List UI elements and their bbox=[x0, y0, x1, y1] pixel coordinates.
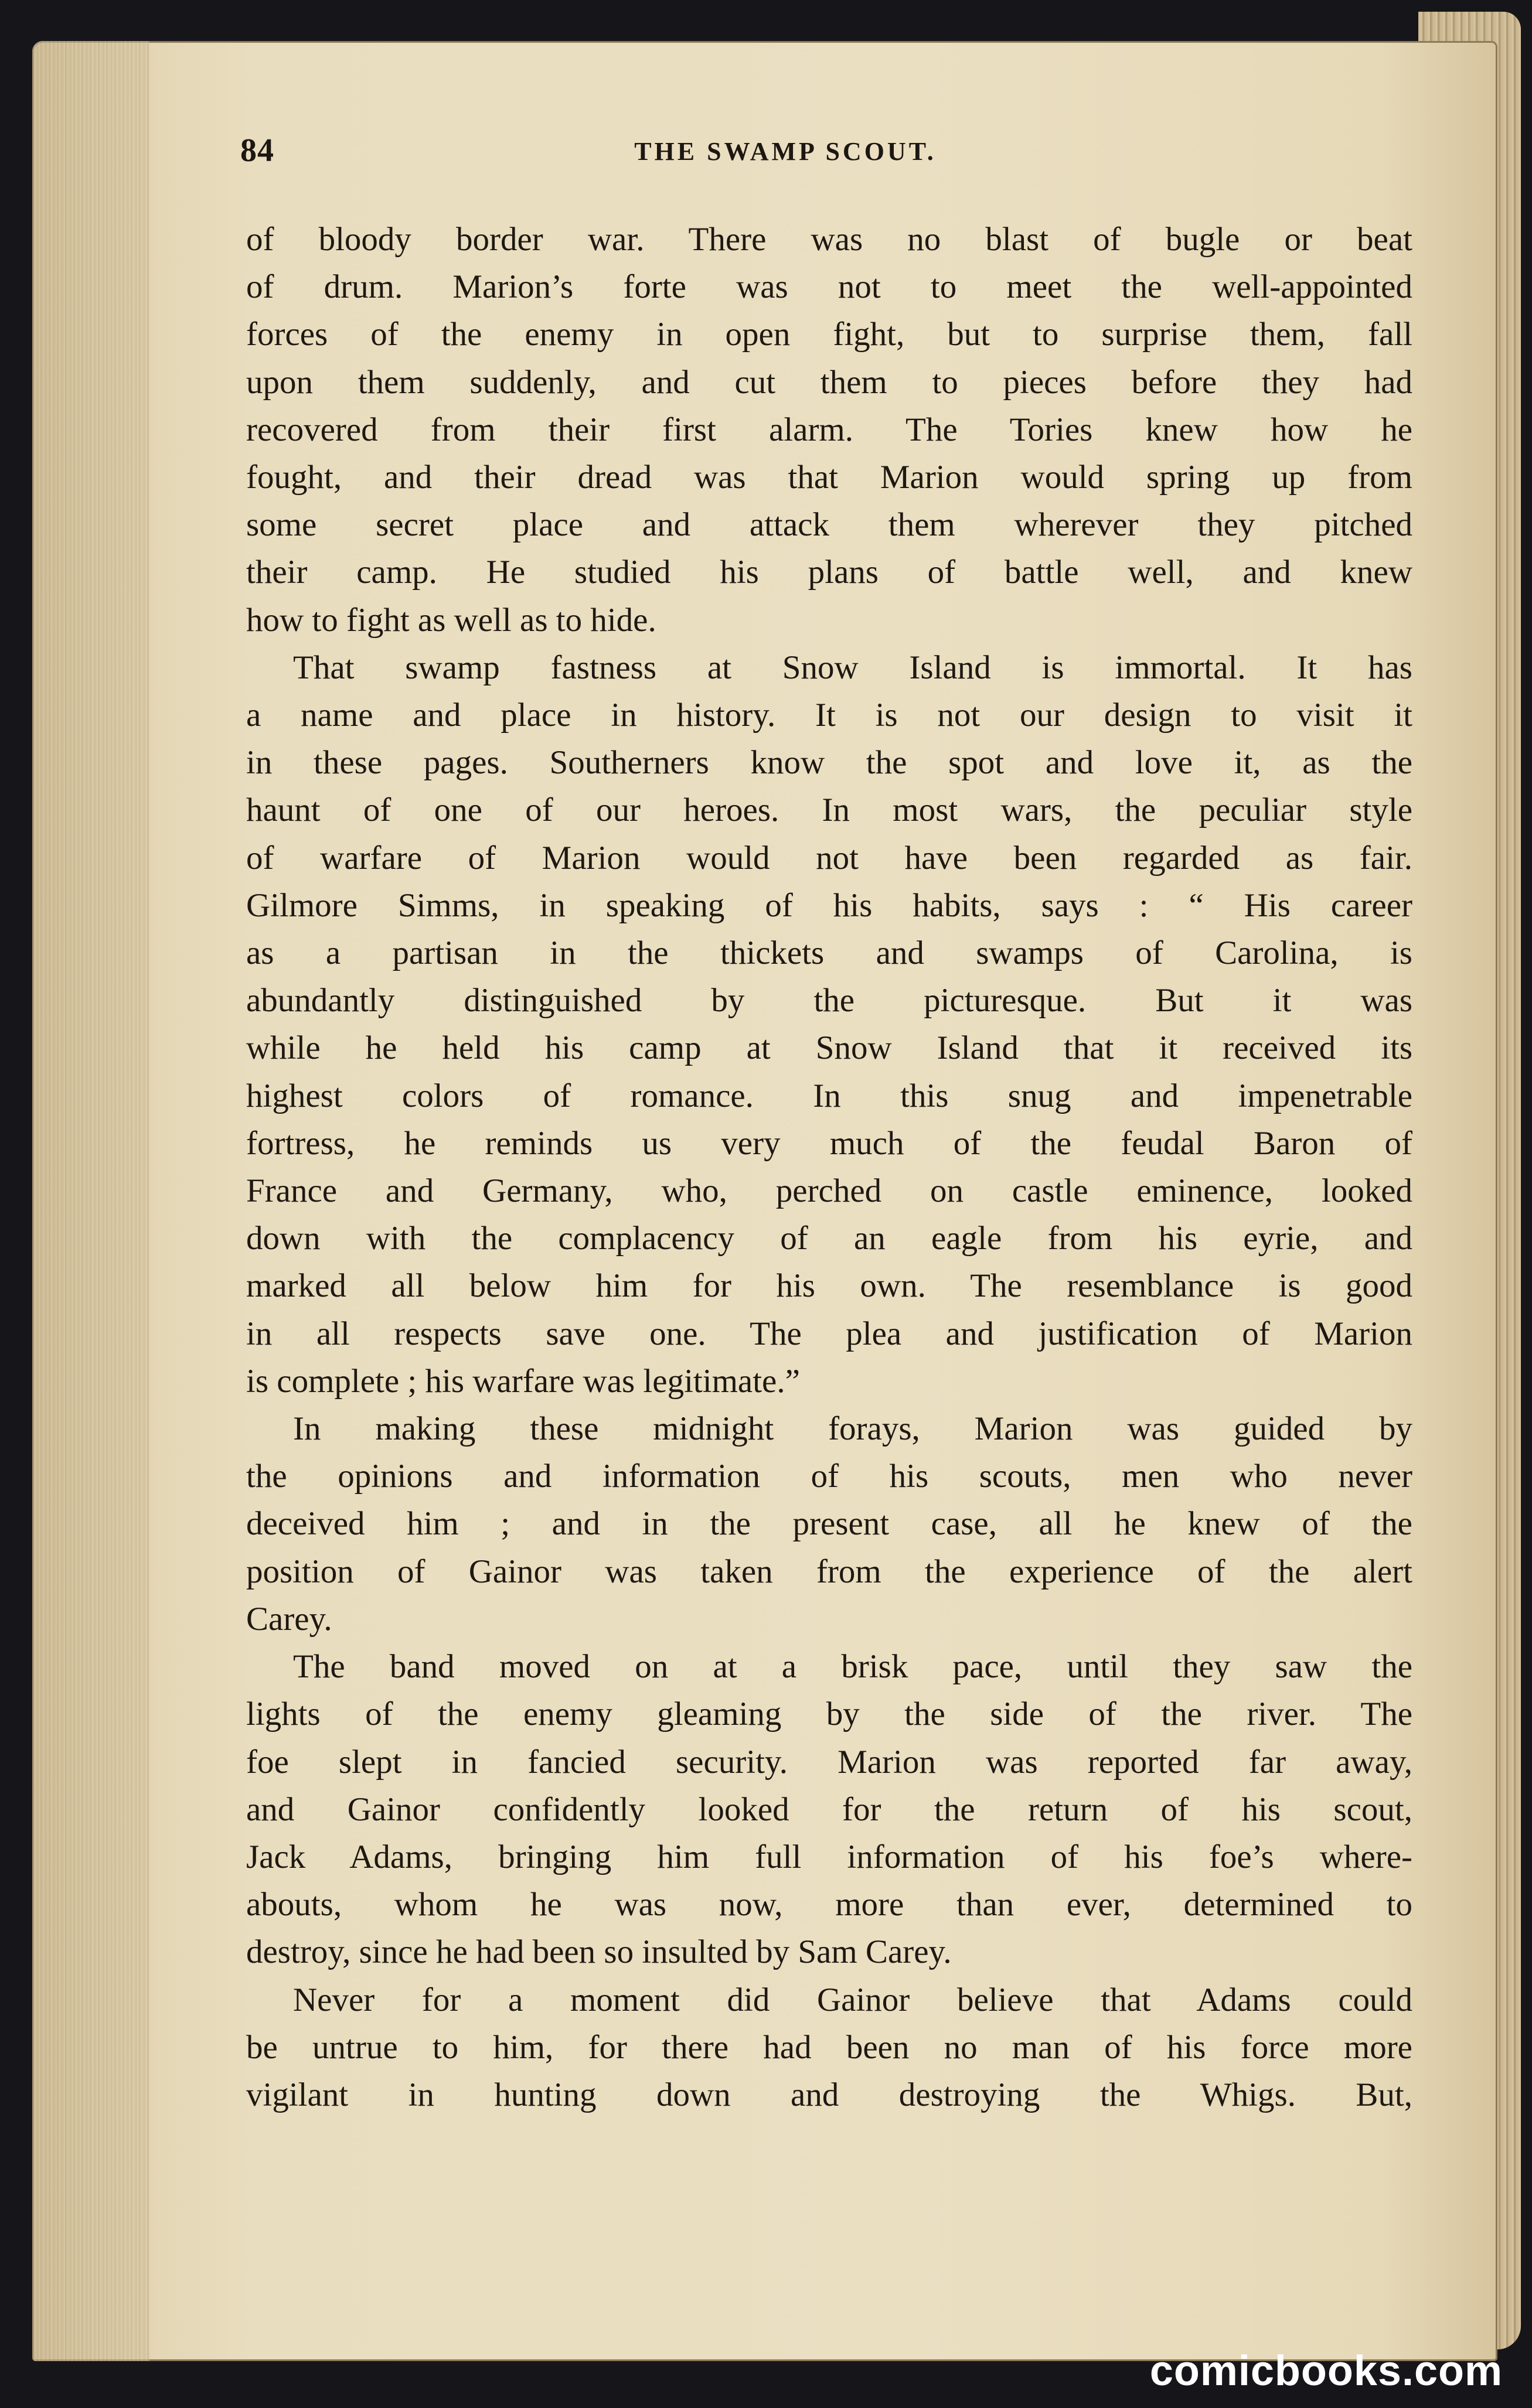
text-line: In making these midnight forays, Marion was guided by bbox=[293, 1410, 1412, 1448]
text-line: some secret place and attack them wherever they pitched bbox=[246, 506, 1412, 544]
running-head bbox=[32, 132, 1497, 196]
body-text bbox=[246, 216, 1412, 2119]
text-line: highest colors of romance. In this snug and impenetrable bbox=[246, 1077, 1412, 1114]
text-line: France and Germany, who, perched on castle eminence, looked bbox=[246, 1172, 1412, 1210]
text-line: foe slept in fancied security. Marion was reported far away, bbox=[246, 1743, 1412, 1781]
text-line: marked all below him for his own. The resemblance is good bbox=[246, 1267, 1412, 1305]
running-title: THE SWAMP SCOUT. bbox=[634, 137, 937, 166]
text-line: deceived him ; and in the present case, all he knew of the bbox=[246, 1505, 1412, 1543]
watermark: comicbooks.com bbox=[1149, 2348, 1503, 2395]
text-line: the opinions and information of his scouts, men who never bbox=[246, 1458, 1412, 1495]
text-line: be untrue to him, for there had been no man of his force more bbox=[246, 2028, 1412, 2066]
text-line: position of Gainor was taken from the experience of the alert bbox=[246, 1553, 1412, 1590]
text-line: Jack Adams, bringing him full information of his foe’s where- bbox=[246, 1838, 1412, 1875]
text-line: That swamp fastness at Snow Island is immortal. It has bbox=[293, 649, 1412, 686]
text-line: as a partisan in the thickets and swamps of Carolina, is bbox=[246, 934, 1412, 972]
text-line: haunt of one of our heroes. In most wars, the peculiar style bbox=[246, 792, 1412, 829]
text-line: Never for a moment did Gainor believe that Adams could bbox=[293, 1981, 1412, 2018]
text-line: The band moved on at a brisk pace, until they saw the bbox=[293, 1648, 1412, 1686]
text-line: abundantly distinguished by the picturesque. But it was bbox=[246, 982, 1412, 1019]
text-line: forces of the enemy in open fight, but to surprise them, fall bbox=[246, 316, 1412, 353]
text-line: down with the complacency of an eagle from his eyrie, and bbox=[246, 1220, 1412, 1257]
text-line: their camp. He studied his plans of battle well, and knew bbox=[246, 554, 1412, 591]
text-line: of bloody border war. There was no blast of bugle or beat bbox=[246, 221, 1412, 258]
text-line: is complete ; his warfare was legitimate.” bbox=[246, 1362, 800, 1400]
text-line: Carey. bbox=[246, 1600, 332, 1638]
text-line: abouts, whom he was now, more than ever, determined to bbox=[246, 1886, 1412, 1923]
text-line: of warfare of Marion would not have been regarded as fair. bbox=[246, 839, 1412, 876]
text-line: recovered from their first alarm. The Tories knew how he bbox=[246, 411, 1412, 448]
text-line: in all respects save one. The plea and justification of Marion bbox=[246, 1315, 1412, 1352]
text-line: destroy, since he had been so insulted by Sam Carey. bbox=[246, 1933, 952, 1971]
text-line: in these pages. Southerners know the spot and love it, as the bbox=[246, 744, 1412, 782]
text-line: vigilant in hunting down and destroying the Whigs. But, bbox=[246, 2076, 1412, 2113]
text-line: how to fight as well as to hide. bbox=[246, 601, 656, 639]
page-gutter bbox=[32, 41, 149, 2361]
page-number: 84 bbox=[240, 132, 274, 169]
text-line: upon them suddenly, and cut them to pieces before they had bbox=[246, 363, 1412, 401]
text-line: a name and place in history. It is not our design to visit it bbox=[246, 697, 1412, 734]
text-line: and Gainor confidently looked for the return of his scout, bbox=[246, 1790, 1412, 1828]
text-line: of drum. Marion’s forte was not to meet the well-appointed bbox=[246, 268, 1412, 306]
text-line: fortress, he reminds us very much of the feudal Baron of bbox=[246, 1124, 1412, 1162]
text-line: lights of the enemy gleaming by the side of the river. The bbox=[246, 1696, 1412, 1733]
book-page bbox=[32, 41, 1497, 2361]
text-line: while he held his camp at Snow Island that it received its bbox=[246, 1029, 1412, 1067]
text-line: Gilmore Simms, in speaking of his habits, says : “ His career bbox=[246, 886, 1412, 924]
text-line: fought, and their dread was that Marion would spring up from bbox=[246, 459, 1412, 496]
